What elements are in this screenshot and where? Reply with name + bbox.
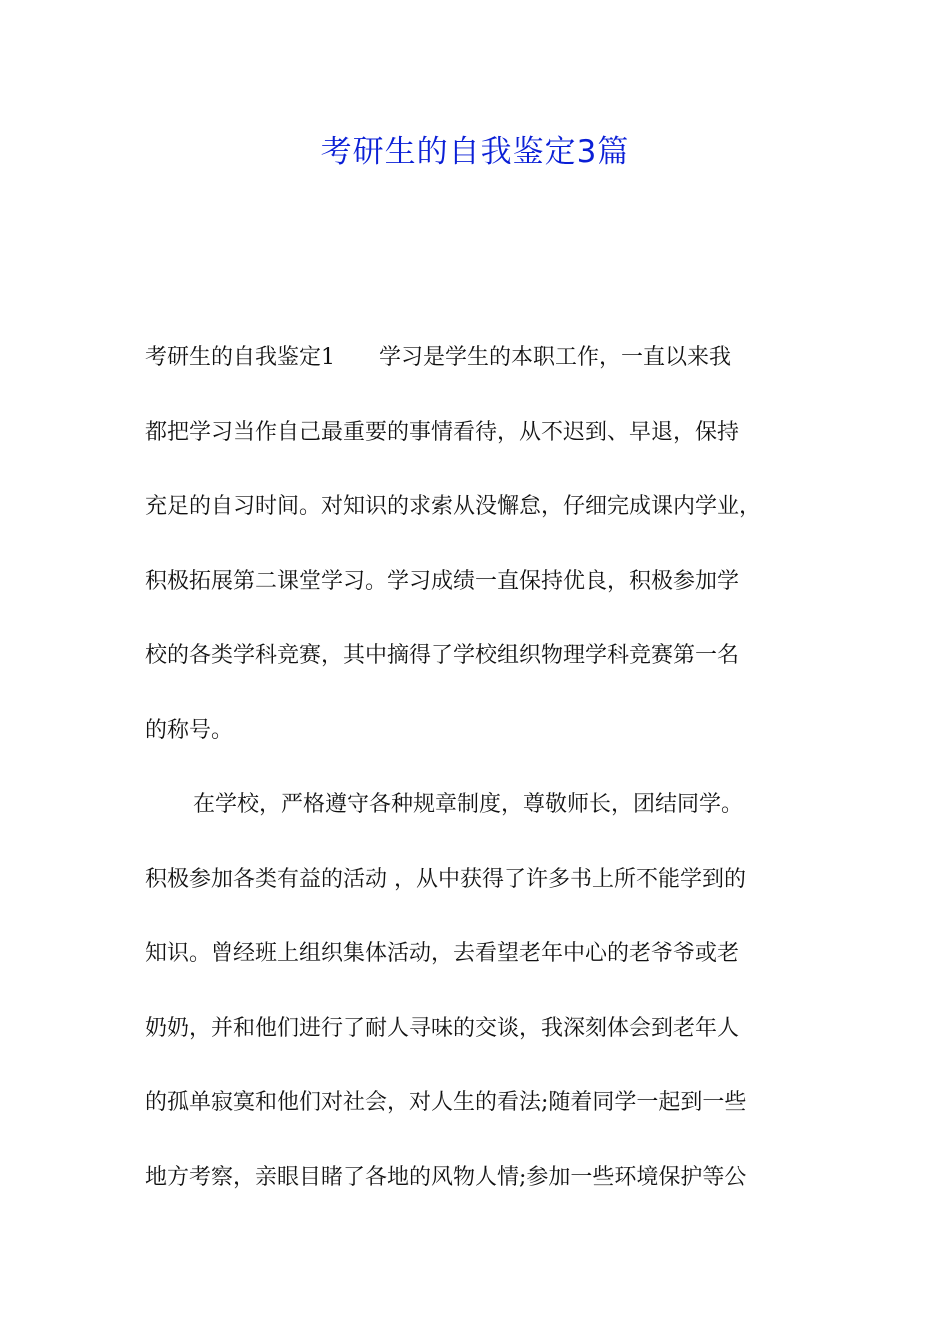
body-line: 在学校，严格遵守各种规章制度，尊敬师长，团结同学。 xyxy=(193,792,744,817)
body-line: 的孤单寂寞和他们对社会，对人生的看法;随着同学一起到一些 xyxy=(145,1090,747,1115)
body-line: 的称号。 xyxy=(145,718,234,743)
body-line: 地方考察，亲眼目睹了各地的风物人情;参加一些环境保护等公 xyxy=(145,1165,747,1190)
body-line: 校的各类学科竞赛，其中摘得了学校组织物理学科竞赛第一名 xyxy=(145,643,740,668)
body-line: 积极参加各类有益的活动 ，从中获得了许多书上所不能学到的 xyxy=(145,867,746,892)
body-line: 奶奶，并和他们进行了耐人寻味的交谈，我深刻体会到老年人 xyxy=(145,1016,740,1041)
body-line: 都把学习当作自己最重要的事情看待，从不迟到、早退，保持 xyxy=(145,420,740,445)
document-title: 考研生的自我鉴定3篇 xyxy=(320,134,630,170)
body-line: 知识。曾经班上组织集体活动，去看望老年中心的老爷爷或老 xyxy=(145,941,740,966)
body-line: 充足的自习时间。对知识的求索从没懈怠，仔细完成课内学业， xyxy=(145,494,762,519)
body-line: 考研生的自我鉴定1 学习是学生的本职工作，一直以来我 xyxy=(145,345,731,370)
body-line: 积极拓展第二课堂学习。学习成绩一直保持优良，积极参加学 xyxy=(145,569,740,594)
